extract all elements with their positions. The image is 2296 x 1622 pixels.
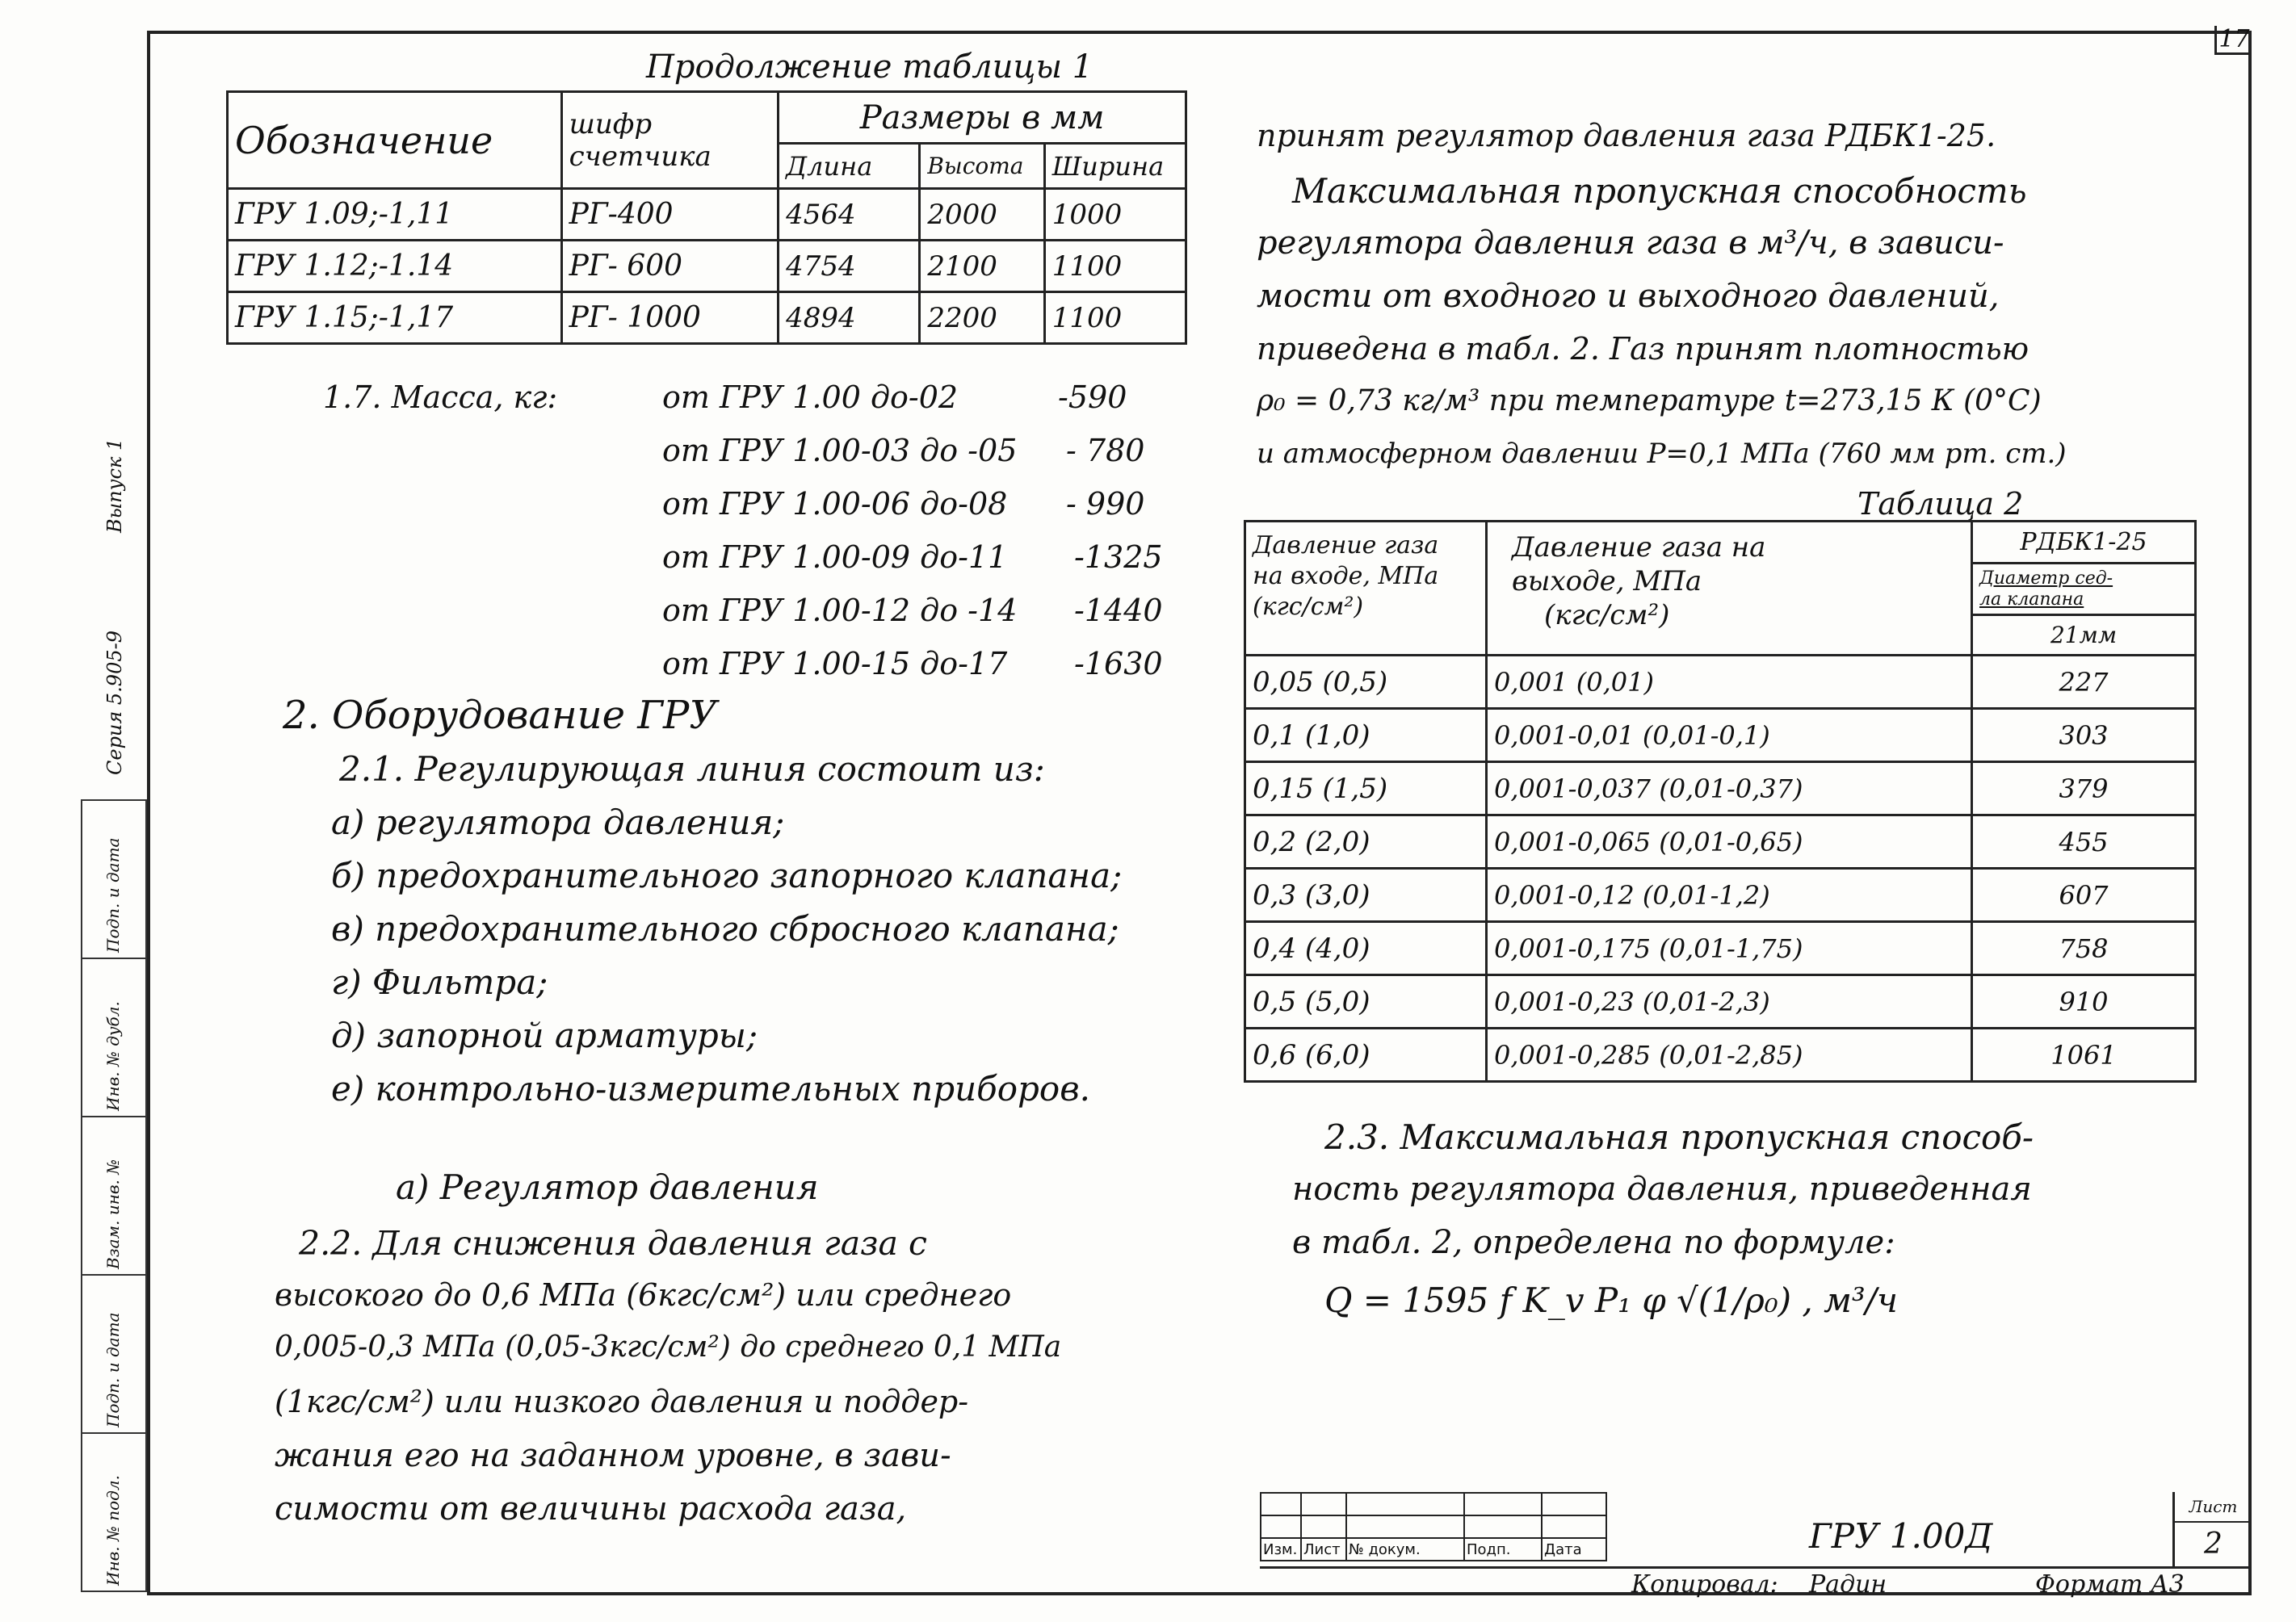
- mass-label: 1.7. Масса, кг:: [323, 379, 558, 415]
- copied-by: Копировал:: [1631, 1570, 1778, 1599]
- section2-p21: 2.1. Регулирующая линия состоит из:: [339, 749, 1045, 789]
- table-row: 0,1 (1,0) 0,001-0,01 (0,01-0,1) 303: [1245, 709, 2196, 762]
- table2-header-dn: 21мм: [1972, 615, 2196, 656]
- mass-range: от ГРУ 1.00-09 до-11: [662, 539, 1008, 575]
- table-row: 0,6 (6,0) 0,001-0,285 (0,01-2,85) 1061: [1245, 1029, 2196, 1082]
- p22-line: 0,005-0,3 МПа (0,05-3кгс/см²) до среднего 0,1 МПа: [275, 1331, 1062, 1364]
- table-row: ГРУ 1.12;-1.14 РГ- 600 4754 2100 1100: [228, 241, 1186, 292]
- sheet-value: 2: [2204, 1528, 2223, 1561]
- table2: [1244, 520, 2197, 1083]
- p22-line: жания его на заданном уровне, в зави-: [275, 1437, 951, 1474]
- mass-value: -1630: [1074, 646, 1163, 681]
- list-item: е) контрольно-измерительных приборов.: [331, 1069, 1091, 1109]
- table1-header-width: Ширина: [1044, 144, 1186, 189]
- list-item: г) Фильтра;: [331, 962, 548, 1002]
- series-label: Серия 5.905-9: [103, 631, 126, 775]
- table2-header-outlet: Давление газа на выходе, МПа (кгс/см²): [1487, 522, 1972, 656]
- mass-range: от ГРУ 1.00-03 до -05: [662, 433, 1018, 468]
- table1: [226, 90, 1187, 345]
- table-row: 0,5 (5,0) 0,001-0,23 (0,01-2,3) 910: [1245, 975, 2196, 1029]
- table-row: 0,2 (2,0) 0,001-0,065 (0,01-0,65) 455: [1245, 815, 2196, 869]
- table-row: 0,15 (1,5) 0,001-0,037 (0,01-0,37) 379: [1245, 762, 2196, 815]
- col-label: Подп.: [1464, 1538, 1542, 1561]
- col-label: № докум.: [1346, 1538, 1464, 1561]
- table1-header-height: Высота: [920, 144, 1044, 189]
- mass-range: от ГРУ 1.00-12 до -14: [662, 593, 1018, 628]
- col-label: Лист: [1301, 1538, 1346, 1561]
- right-text-line: принят регулятор давления газа РДБК1-25.: [1257, 118, 1996, 153]
- table1-header-sizes: Размеры в мм: [779, 92, 1186, 144]
- mass-value: - 780: [1066, 433, 1145, 468]
- right-text-line: ρ₀ = 0,73 кг/м³ при температуре t=273,15 К (0°С): [1257, 384, 2042, 417]
- table-row: ГРУ 1.15;-1,17 РГ- 1000 4894 2200 1100: [228, 292, 1186, 344]
- subtitle-regulator: а) Регулятор давления: [396, 1167, 819, 1207]
- list-item: в) предохранительного сбросного клапана;: [331, 909, 1119, 949]
- stamp-cell: Подп. и дата: [82, 1276, 145, 1434]
- p23-line: в табл. 2, определена по формуле:: [1292, 1224, 1895, 1261]
- issue-label: Выпуск 1: [103, 438, 126, 533]
- document-designation: ГРУ 1.00Д: [1809, 1516, 1993, 1556]
- right-text-line: и атмосферном давлении Р=0,1 МПа (760 мм рт. ст.): [1257, 438, 2067, 470]
- table-row: ГРУ 1.09;-1,11 РГ-400 4564 2000 1000: [228, 189, 1186, 241]
- list-item: а) регулятора давления;: [331, 803, 785, 842]
- mass-value: -1440: [1074, 593, 1163, 628]
- table-row: 0,4 (4,0) 0,001-0,175 (0,01-1,75) 758: [1245, 922, 2196, 975]
- p22-line: 2.2. Для снижения давления газа с: [299, 1224, 927, 1263]
- sheet-number: 17: [2214, 26, 2252, 55]
- table-row: 0,3 (3,0) 0,001-0,12 (0,01-1,2) 607: [1245, 869, 2196, 922]
- mass-value: - 990: [1066, 486, 1145, 522]
- mass-value: -590: [1058, 379, 1127, 415]
- paper-format: Формат А3: [2035, 1570, 2185, 1599]
- sheet-label: Лист: [2175, 1492, 2252, 1523]
- table2-caption: Таблица 2: [1857, 486, 2024, 522]
- copier-sign: Радин: [1809, 1570, 1887, 1599]
- right-text-line: регулятора давления газа в м³/ч, в зависи-: [1257, 224, 2004, 262]
- stamp-cell: Подп. и дата: [82, 801, 145, 959]
- mass-range: от ГРУ 1.00 до-02: [662, 379, 959, 415]
- vertical-stamp: [81, 799, 147, 1592]
- title-bottom: [1260, 1566, 2252, 1598]
- p23-line: ность регулятора давления, приведенная: [1292, 1171, 2032, 1208]
- p22-line: симости от величины расхода газа,: [275, 1490, 907, 1528]
- formula: Q = 1595 f K_v P₁ φ √(1/ρ₀) , м³/ч: [1324, 1280, 1899, 1320]
- mass-range: от ГРУ 1.00-15 до-17: [662, 646, 1008, 681]
- list-item: б) предохранительного запорного клапана;: [331, 856, 1123, 895]
- revision-grid: [1260, 1492, 1607, 1561]
- list-item: д) запорной арматуры;: [331, 1016, 758, 1055]
- stamp-cell: Инв. № дубл.: [82, 959, 145, 1117]
- sheet-box: [2172, 1492, 2252, 1566]
- p22-line: высокого до 0,6 МПа (6кгс/см²) или среднего: [275, 1277, 1012, 1313]
- table1-caption: Продолжение таблицы 1: [646, 48, 1093, 86]
- mass-range: от ГРУ 1.00-06 до-08: [662, 486, 1008, 522]
- table2-header-model: РДБК1-25: [1972, 522, 2196, 564]
- table1-header-length: Длина: [779, 144, 920, 189]
- right-text-line: Максимальная пропускная способность: [1292, 171, 2027, 211]
- p23-line: 2.3. Максимальная пропускная способ-: [1324, 1117, 2034, 1157]
- stamp-cell: Инв. № подл.: [103, 1475, 123, 1586]
- title-block: [1260, 1492, 2252, 1599]
- table2-header-diameter: Диаметр сед- ла клапана: [1972, 564, 2196, 615]
- stamp-cell: Взам. инв. №: [82, 1117, 145, 1276]
- table1-header-designation: Обозначение: [228, 92, 562, 189]
- table-row: 0,05 (0,5) 0,001 (0,01) 227: [1245, 656, 2196, 709]
- table1-header-meter: шифр счетчика: [561, 92, 779, 189]
- section2-title: 2. Оборудование ГРУ: [283, 693, 718, 738]
- p22-line: (1кгс/см²) или низкого давления и поддер-: [275, 1384, 969, 1419]
- mass-value: -1325: [1074, 539, 1163, 575]
- col-label: Дата: [1542, 1538, 1606, 1561]
- table2-header-inlet: Давление газа на входе, МПа (кгс/см²): [1245, 522, 1487, 656]
- col-label: Изм.: [1261, 1538, 1301, 1561]
- right-text-line: мости от входного и выходного давлений,: [1257, 278, 2000, 315]
- right-text-line: приведена в табл. 2. Газ принят плотностью: [1257, 331, 2029, 367]
